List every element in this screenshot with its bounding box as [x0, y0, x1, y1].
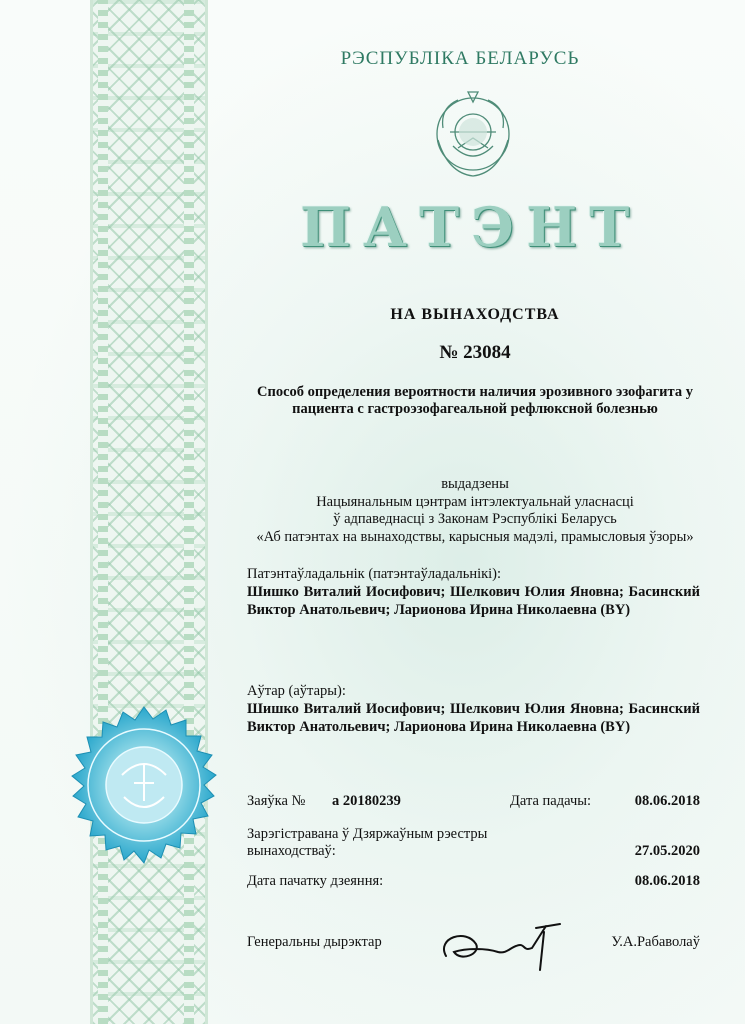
application-number: а 20180239 [332, 793, 401, 809]
validity-date: 08.06.2018 [634, 873, 700, 889]
registration-row [247, 826, 700, 866]
holders-names: Шишко Виталий Иосифович; Шелкович Юлия Яновна; Басинский Виктор Анатольевич; Ларионова Ирина Николаевна (BY) [247, 584, 700, 618]
filing-date: 08.06.2018 [634, 793, 700, 809]
holders-label: Патэнтаўладальнік (патэнтаўладальнікі): [247, 566, 502, 582]
invention-title-line: Способ определения вероятности наличия эрозивного эзофагита у [257, 384, 693, 400]
authors-block [247, 682, 700, 736]
authors-names: Шишко Виталий Иосифович; Шелкович Юлия Яновна; Басинский Виктор Анатольевич; Ларионова Ирина Николаевна (BY) [247, 701, 700, 735]
handwritten-signature [436, 918, 566, 976]
authors-label: Аўтар (аўтары): [247, 683, 346, 699]
filing-date-label: Дата падачы: [510, 793, 592, 809]
issued-line: Нацыянальным цэнтрам інтэлектуальнай уласнасці [316, 493, 634, 510]
registration-date: 27.05.2020 [634, 843, 700, 859]
validity-label: Дата пачатку дзеяння: [247, 873, 384, 889]
state-emblem-icon [428, 88, 518, 180]
document-subtitle: НА ВЫНАХОДСТВА [390, 306, 560, 323]
issued-line: «Аб патэнтах на вынаходствы, карысныя мадэлі, прамысловыя ўзоры» [256, 528, 694, 545]
issued-by [240, 476, 710, 546]
application-label: Заяўка № [247, 793, 306, 809]
registration-label-line: вынаходстваў: [247, 843, 336, 859]
signatory-name: У.А.Рабаволаў [611, 934, 700, 950]
holders-block [247, 565, 700, 619]
republic-heading: РЭСПУБЛIКА БЕЛАРУСЬ [340, 48, 580, 69]
document-title: ПАТЭНТ [300, 195, 642, 259]
invention-title-line: пациента с гастроэзофагеальной рефлюксной болезнью [292, 401, 658, 417]
issued-line: ў адпаведнасці з Законам Рэспублікі Беларусь [333, 511, 617, 527]
registration-label-line: Зарэгістравана ў Дзяржаўным рэестры [247, 826, 488, 842]
hologram-seal-icon [58, 705, 230, 877]
signatory-position: Генеральны дырэктар [247, 934, 382, 950]
patent-number [290, 342, 660, 364]
number-value: 23084 [463, 342, 511, 363]
issued-line: выдадзены [441, 476, 509, 492]
validity-row [247, 873, 700, 893]
invention-title [240, 384, 710, 418]
number-prefix: № [439, 342, 459, 363]
application-row [247, 793, 700, 813]
